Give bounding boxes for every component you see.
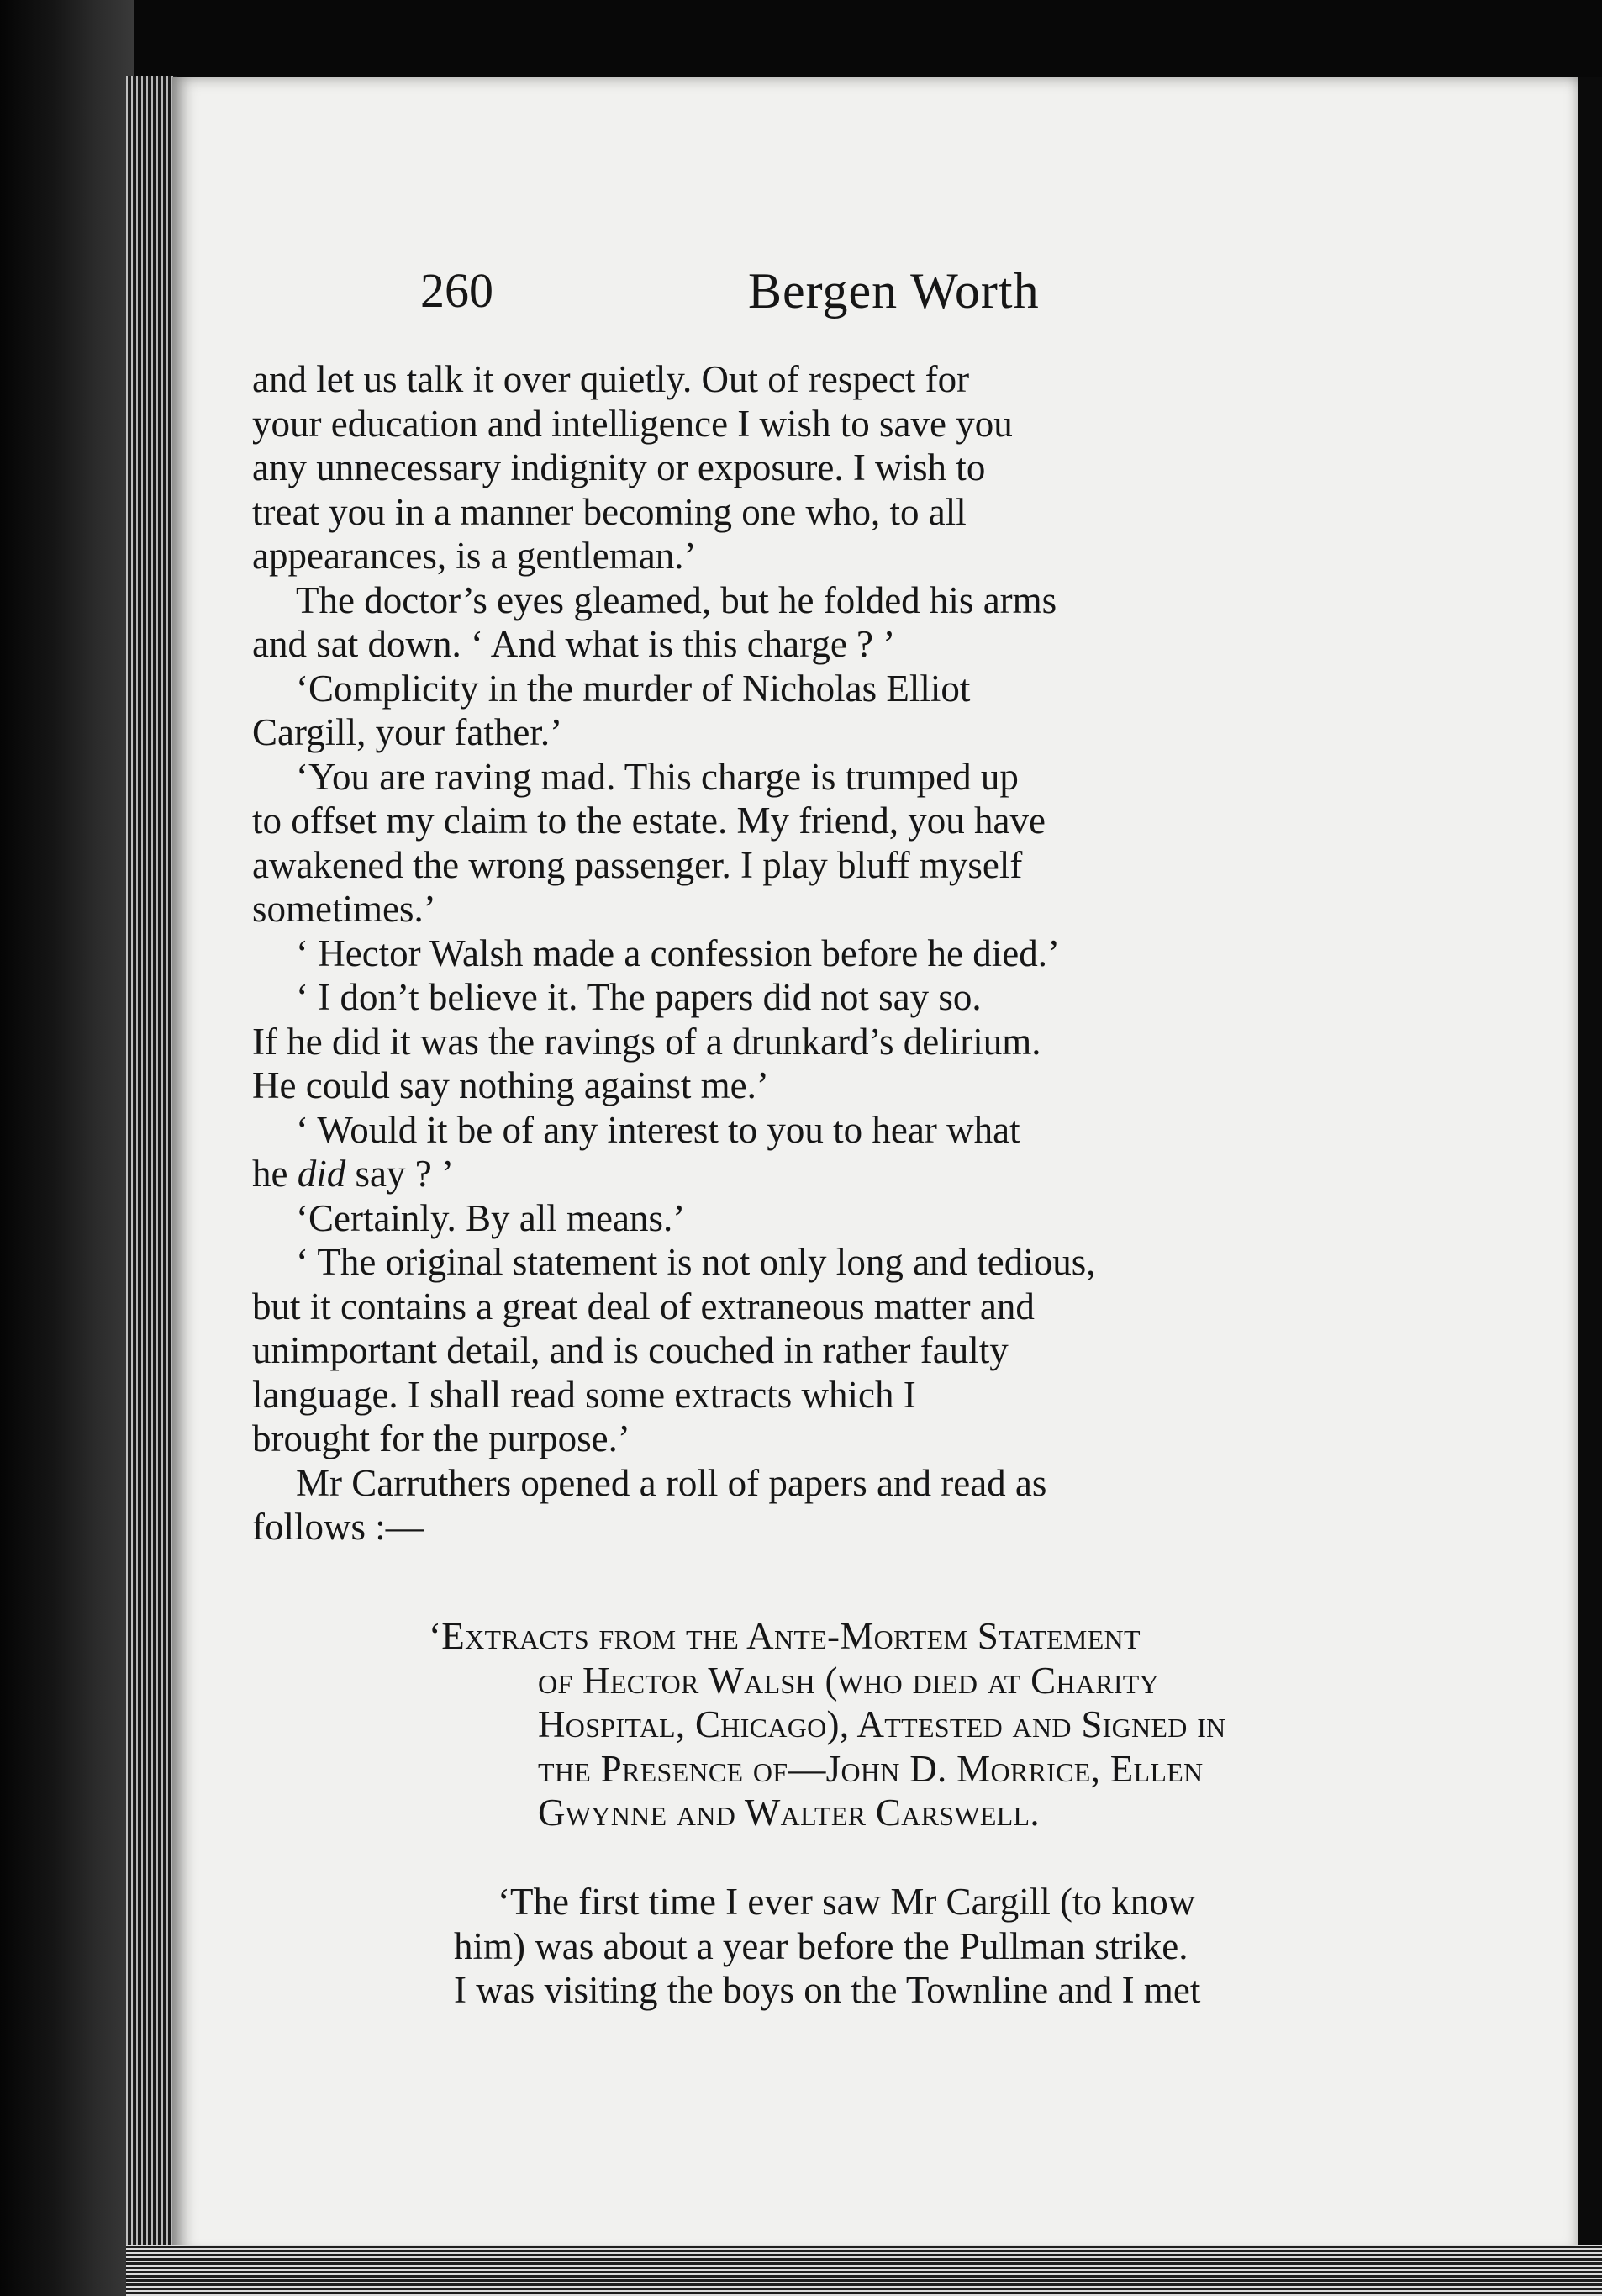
body-line: your education and intelligence I wish to save you bbox=[252, 402, 1013, 445]
extract-heading-line: the Presence of—John D. Morrice, Ellen bbox=[538, 1747, 1204, 1790]
body-line: ‘ I don’t believe it. The papers did not say so. bbox=[296, 976, 982, 1018]
page-bottom-edge bbox=[126, 2245, 1602, 2296]
body-line: ‘ Hector Walsh made a confession before he died.’ bbox=[296, 932, 1060, 974]
body-line: ‘Certainly. By all means.’ bbox=[296, 1196, 686, 1239]
extract-heading-line: of Hector Walsh (who died at Charity bbox=[538, 1659, 1160, 1702]
body-line: but it contains a great deal of extraneous matter and bbox=[252, 1285, 1035, 1327]
extract-heading bbox=[429, 1614, 1462, 1835]
body-line: ‘ Would it be of any interest to you to hear what bbox=[296, 1108, 1020, 1151]
body-line: Cargill, your father.’ bbox=[252, 711, 563, 753]
body-line: brought for the purpose.’ bbox=[252, 1417, 630, 1459]
body-line: and let us talk it over quietly. Out of respect for bbox=[252, 358, 970, 400]
body-line: to offset my claim to the estate. My friend, you have bbox=[252, 800, 1046, 842]
statement-line: him) was about a year before the Pullman strike. bbox=[454, 1924, 1188, 1967]
body-line: ‘You are raving mad. This charge is trumped up bbox=[296, 755, 1019, 798]
page-number: 260 bbox=[420, 263, 493, 318]
book-spine-shadow bbox=[0, 0, 134, 2296]
body-line: and sat down. ‘ And what is this charge ? ’ bbox=[252, 623, 896, 665]
statement-opening bbox=[454, 1880, 1462, 2013]
emphasis-word: did bbox=[297, 1153, 346, 1195]
body-line: language. I shall read some extracts which I bbox=[252, 1373, 916, 1416]
body-line: appearances, is a gentleman.’ bbox=[252, 535, 697, 577]
body-line: ‘ The original statement is not only long and tedious, bbox=[296, 1241, 1096, 1283]
body-line: The doctor’s eyes gleamed, but he folded his arms bbox=[296, 578, 1057, 621]
page-header bbox=[420, 262, 1446, 330]
scan-top-border bbox=[0, 0, 1602, 77]
body-line: follows :— bbox=[252, 1506, 424, 1548]
extract-heading-line: Hospital, Chicago), Attested and Signed in bbox=[538, 1703, 1226, 1745]
statement-line: ‘The first time I ever saw Mr Cargill (to know bbox=[498, 1881, 1196, 1923]
body-line: any unnecessary indignity or exposure. I wish to bbox=[252, 446, 986, 488]
extract-heading-line: Gwynne and Walter Carswell. bbox=[538, 1792, 1040, 1834]
body-line: If he did it was the ravings of a drunkard’s delirium. bbox=[252, 1020, 1041, 1063]
body-line: He could say nothing against me.’ bbox=[252, 1064, 769, 1106]
body-line: Mr Carruthers opened a roll of papers and read as bbox=[296, 1461, 1047, 1504]
body-line: unimportant detail, and is couched in rather faulty bbox=[252, 1329, 1009, 1371]
body-line: sometimes.’ bbox=[252, 888, 436, 930]
statement-line: I was visiting the boys on the Townline and I met bbox=[454, 1969, 1201, 2011]
extract-heading-line: ‘Extracts from the Ante-Mortem Statement bbox=[429, 1615, 1141, 1657]
running-title: Bergen Worth bbox=[748, 263, 1040, 319]
body-line: treat you in a manner becoming one who, to all bbox=[252, 490, 967, 533]
body-text bbox=[252, 357, 1446, 1549]
page-edge-stack bbox=[126, 76, 177, 2278]
body-line: awakened the wrong passenger. I play bluff myself bbox=[252, 843, 1023, 886]
body-line-emphasis: he did say ? ’ bbox=[252, 1153, 454, 1195]
body-line: ‘Complicity in the murder of Nicholas Elliot bbox=[296, 667, 971, 710]
